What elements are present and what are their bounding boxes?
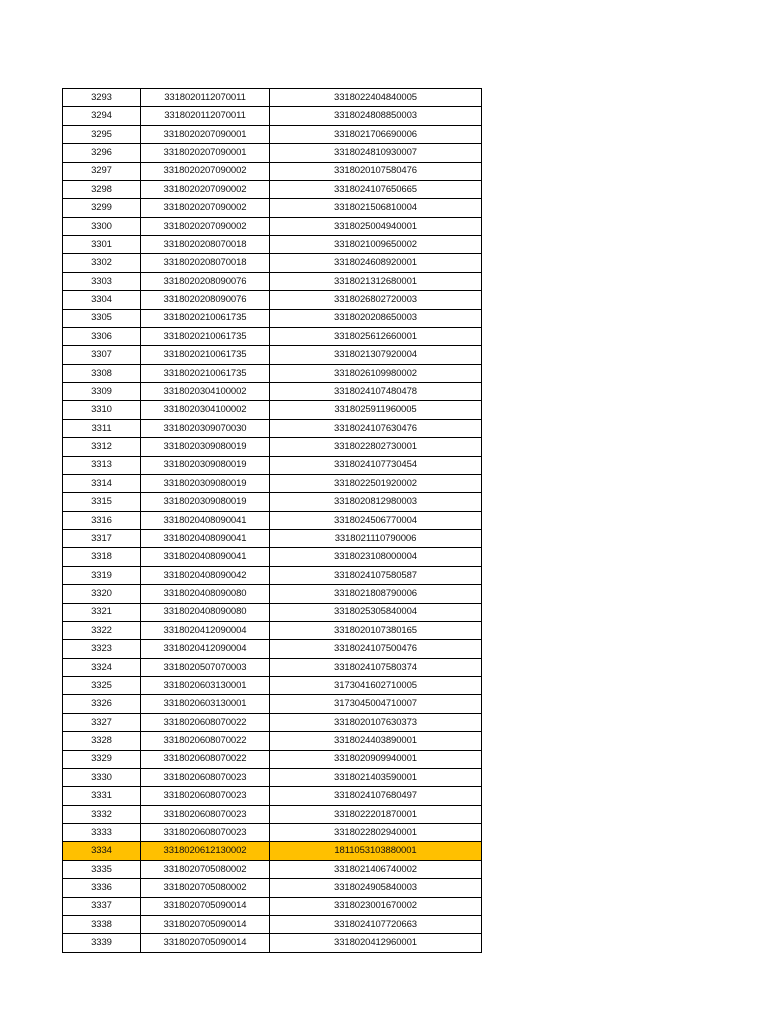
- row-number-cell: 3335: [63, 860, 141, 878]
- table-row: [63, 89, 482, 107]
- table-row: [63, 474, 482, 492]
- code-2-cell: 3318024107720663: [270, 915, 482, 933]
- table-row: [63, 272, 482, 290]
- code-1-cell: 3318020705090014: [141, 934, 270, 952]
- table-row: [63, 438, 482, 456]
- code-2-cell: 3318024905840003: [270, 879, 482, 897]
- table-row: [63, 566, 482, 584]
- code-1-cell: 3318020210061735: [141, 364, 270, 382]
- table-row: [63, 548, 482, 566]
- code-2-cell: 3318021403590001: [270, 768, 482, 786]
- code-1-cell: 3318020208070018: [141, 254, 270, 272]
- table-row: [63, 750, 482, 768]
- row-number-cell: 3333: [63, 824, 141, 842]
- table-row: [63, 658, 482, 676]
- row-number-cell: 3337: [63, 897, 141, 915]
- code-1-cell: 3318020705090014: [141, 897, 270, 915]
- code-2-cell: 3318021312680001: [270, 272, 482, 290]
- row-number-cell: 3308: [63, 364, 141, 382]
- table-row: [63, 879, 482, 897]
- table-row: [63, 309, 482, 327]
- row-number-cell: 3297: [63, 162, 141, 180]
- code-1-cell: 3318020507070003: [141, 658, 270, 676]
- code-1-cell: 3318020210061735: [141, 346, 270, 364]
- code-2-cell: 3318020909940001: [270, 750, 482, 768]
- row-number-cell: 3313: [63, 456, 141, 474]
- table-row: [63, 456, 482, 474]
- table-row: [63, 530, 482, 548]
- code-2-cell: 3318025305840004: [270, 603, 482, 621]
- code-2-cell: 3318021406740002: [270, 860, 482, 878]
- row-number-cell: 3296: [63, 144, 141, 162]
- row-number-cell: 3311: [63, 419, 141, 437]
- table-row: [63, 199, 482, 217]
- code-1-cell: 3318020705080002: [141, 879, 270, 897]
- row-number-cell: 3328: [63, 732, 141, 750]
- code-2-cell: 3318025612660001: [270, 327, 482, 345]
- table-row: [63, 125, 482, 143]
- table-row: [63, 621, 482, 639]
- row-number-cell: 3324: [63, 658, 141, 676]
- code-1-cell: 3318020207090002: [141, 217, 270, 235]
- row-number-cell: 3338: [63, 915, 141, 933]
- code-2-cell: 3318022201870001: [270, 805, 482, 823]
- table-row: [63, 364, 482, 382]
- code-2-cell: 3318024107630476: [270, 419, 482, 437]
- row-number-cell: 3303: [63, 272, 141, 290]
- row-number-cell: 3317: [63, 530, 141, 548]
- table-row: [63, 144, 482, 162]
- row-number-cell: 3302: [63, 254, 141, 272]
- code-1-cell: 3318020304100002: [141, 383, 270, 401]
- code-1-cell: 3318020207090001: [141, 125, 270, 143]
- row-number-cell: 3299: [63, 199, 141, 217]
- row-number-cell: 3312: [63, 438, 141, 456]
- table-row: [63, 787, 482, 805]
- code-2-cell: 3318026109980002: [270, 364, 482, 382]
- code-2-cell: 3318024403890001: [270, 732, 482, 750]
- row-number-cell: 3327: [63, 713, 141, 731]
- code-1-cell: 3318020608070023: [141, 768, 270, 786]
- row-number-cell: 3300: [63, 217, 141, 235]
- code-1-cell: 3318020412090004: [141, 621, 270, 639]
- code-1-cell: 3318020603130001: [141, 695, 270, 713]
- data-table: [62, 88, 482, 953]
- table-row: [63, 585, 482, 603]
- code-1-cell: 3318020408090041: [141, 548, 270, 566]
- row-number-cell: 3326: [63, 695, 141, 713]
- table-row: [63, 217, 482, 235]
- code-1-cell: 3318020608070022: [141, 750, 270, 768]
- code-1-cell: 3318020408090041: [141, 511, 270, 529]
- code-1-cell: 3318020309080019: [141, 456, 270, 474]
- row-number-cell: 3318: [63, 548, 141, 566]
- code-1-cell: 3318020208070018: [141, 236, 270, 254]
- code-2-cell: 3318022404840005: [270, 89, 482, 107]
- code-1-cell: 3318020210061735: [141, 327, 270, 345]
- code-2-cell: 3318024107650665: [270, 180, 482, 198]
- code-2-cell: 3318022501920002: [270, 474, 482, 492]
- table-row: [63, 383, 482, 401]
- code-1-cell: 3318020309080019: [141, 474, 270, 492]
- code-1-cell: 3318020408090042: [141, 566, 270, 584]
- code-2-cell: 3318021009650002: [270, 236, 482, 254]
- code-1-cell: 3318020608070023: [141, 824, 270, 842]
- code-2-cell: 3173045004710007: [270, 695, 482, 713]
- table-row: [63, 695, 482, 713]
- code-1-cell: 3318020608070022: [141, 713, 270, 731]
- table-row: [63, 934, 482, 952]
- row-number-cell: 3316: [63, 511, 141, 529]
- table-row: [63, 236, 482, 254]
- table-row: [63, 180, 482, 198]
- table-row: [63, 419, 482, 437]
- row-number-cell: 3310: [63, 401, 141, 419]
- code-2-cell: 3318024810930007: [270, 144, 482, 162]
- data-table-container: [62, 88, 481, 953]
- table-row: [63, 915, 482, 933]
- code-1-cell: 3318020608070023: [141, 787, 270, 805]
- table-row: [63, 401, 482, 419]
- code-2-cell: 3318020412960001: [270, 934, 482, 952]
- code-1-cell: 3318020705090014: [141, 915, 270, 933]
- code-2-cell: 1811053103880001: [270, 842, 482, 860]
- code-2-cell: 3318020208650003: [270, 309, 482, 327]
- table-row: [63, 640, 482, 658]
- table-row: [63, 824, 482, 842]
- code-2-cell: 3318024107480478: [270, 383, 482, 401]
- table-row: [63, 768, 482, 786]
- code-1-cell: 3318020210061735: [141, 309, 270, 327]
- code-2-cell: 3318021506810004: [270, 199, 482, 217]
- table-row: [63, 346, 482, 364]
- code-2-cell: 3318024107680497: [270, 787, 482, 805]
- code-2-cell: 3318024506770004: [270, 511, 482, 529]
- table-row: [63, 254, 482, 272]
- row-number-cell: 3334: [63, 842, 141, 860]
- row-number-cell: 3322: [63, 621, 141, 639]
- code-1-cell: 3318020608070023: [141, 805, 270, 823]
- code-2-cell: 3318024107580587: [270, 566, 482, 584]
- table-row: [63, 677, 482, 695]
- code-2-cell: 3318020812980003: [270, 493, 482, 511]
- code-1-cell: 3318020412090004: [141, 640, 270, 658]
- code-2-cell: 3318024107730454: [270, 456, 482, 474]
- code-1-cell: 3318020408090041: [141, 530, 270, 548]
- table-row: [63, 493, 482, 511]
- table-row: [63, 713, 482, 731]
- row-number-cell: 3315: [63, 493, 141, 511]
- row-number-cell: 3314: [63, 474, 141, 492]
- row-number-cell: 3301: [63, 236, 141, 254]
- row-number-cell: 3306: [63, 327, 141, 345]
- row-number-cell: 3332: [63, 805, 141, 823]
- code-2-cell: 3318020107630373: [270, 713, 482, 731]
- code-2-cell: 3318022802730001: [270, 438, 482, 456]
- code-1-cell: 3318020207090001: [141, 144, 270, 162]
- code-2-cell: 3318024608920001: [270, 254, 482, 272]
- row-number-cell: 3304: [63, 291, 141, 309]
- table-row: [63, 107, 482, 125]
- table-row: [63, 805, 482, 823]
- code-2-cell: 3318021808790006: [270, 585, 482, 603]
- code-2-cell: 3318021110790006: [270, 530, 482, 548]
- code-2-cell: 3318021706690006: [270, 125, 482, 143]
- code-2-cell: 3173041602710005: [270, 677, 482, 695]
- code-1-cell: 3318020705080002: [141, 860, 270, 878]
- code-2-cell: 3318026802720003: [270, 291, 482, 309]
- row-number-cell: 3309: [63, 383, 141, 401]
- code-1-cell: 3318020207090002: [141, 180, 270, 198]
- code-2-cell: 3318023001670002: [270, 897, 482, 915]
- row-number-cell: 3294: [63, 107, 141, 125]
- code-2-cell: 3318025911960005: [270, 401, 482, 419]
- code-2-cell: 3318024107580374: [270, 658, 482, 676]
- code-1-cell: 3318020408090080: [141, 603, 270, 621]
- code-2-cell: 3318020107380165: [270, 621, 482, 639]
- code-2-cell: 3318023108000004: [270, 548, 482, 566]
- code-1-cell: 3318020408090080: [141, 585, 270, 603]
- row-number-cell: 3329: [63, 750, 141, 768]
- row-number-cell: 3336: [63, 879, 141, 897]
- code-1-cell: 3318020304100002: [141, 401, 270, 419]
- code-2-cell: 3318024107500476: [270, 640, 482, 658]
- table-row-highlighted: [63, 842, 482, 860]
- code-2-cell: 3318021307920004: [270, 346, 482, 364]
- row-number-cell: 3307: [63, 346, 141, 364]
- row-number-cell: 3305: [63, 309, 141, 327]
- row-number-cell: 3330: [63, 768, 141, 786]
- row-number-cell: 3295: [63, 125, 141, 143]
- code-1-cell: 3318020603130001: [141, 677, 270, 695]
- code-1-cell: 3318020207090002: [141, 162, 270, 180]
- code-1-cell: 3318020112070011: [141, 107, 270, 125]
- table-body: [63, 89, 482, 953]
- table-row: [63, 897, 482, 915]
- table-row: [63, 603, 482, 621]
- code-1-cell: 3318020608070022: [141, 732, 270, 750]
- row-number-cell: 3298: [63, 180, 141, 198]
- row-number-cell: 3331: [63, 787, 141, 805]
- row-number-cell: 3339: [63, 934, 141, 952]
- table-row: [63, 511, 482, 529]
- code-1-cell: 3318020208090076: [141, 291, 270, 309]
- row-number-cell: 3320: [63, 585, 141, 603]
- code-2-cell: 3318022802940001: [270, 824, 482, 842]
- table-row: [63, 291, 482, 309]
- table-row: [63, 732, 482, 750]
- code-2-cell: 3318025004940001: [270, 217, 482, 235]
- row-number-cell: 3319: [63, 566, 141, 584]
- row-number-cell: 3293: [63, 89, 141, 107]
- code-2-cell: 3318024808850003: [270, 107, 482, 125]
- code-1-cell: 3318020208090076: [141, 272, 270, 290]
- code-1-cell: 3318020309070030: [141, 419, 270, 437]
- code-1-cell: 3318020112070011: [141, 89, 270, 107]
- code-1-cell: 3318020309080019: [141, 493, 270, 511]
- table-row: [63, 860, 482, 878]
- row-number-cell: 3321: [63, 603, 141, 621]
- code-2-cell: 3318020107580476: [270, 162, 482, 180]
- table-row: [63, 327, 482, 345]
- table-row: [63, 162, 482, 180]
- code-1-cell: 3318020309080019: [141, 438, 270, 456]
- code-1-cell: 3318020207090002: [141, 199, 270, 217]
- code-1-cell: 3318020612130002: [141, 842, 270, 860]
- row-number-cell: 3323: [63, 640, 141, 658]
- row-number-cell: 3325: [63, 677, 141, 695]
